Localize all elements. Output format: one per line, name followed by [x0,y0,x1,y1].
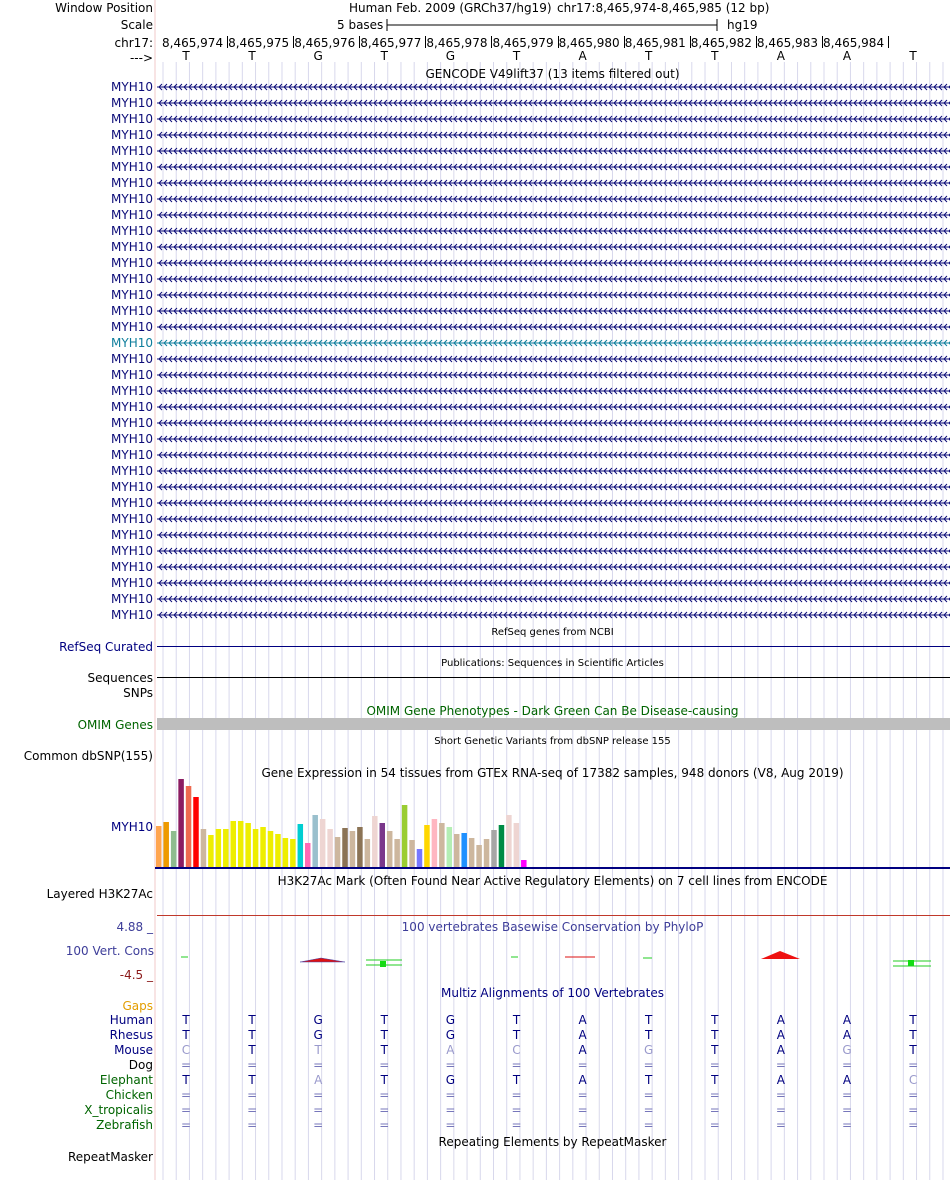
alignment-base: T [380,1028,388,1042]
gene-transcript-line[interactable] [157,543,950,559]
coordinate-label: 8,465,978 [426,36,488,50]
alignment-base: = [379,1058,390,1072]
gtex-expression-chart[interactable] [155,778,950,870]
gene-transcript-line[interactable] [157,351,950,367]
gtex-tissue-bar [342,828,348,867]
coordinate-label: 8,465,980 [558,36,620,50]
alignment-base: = [775,1058,786,1072]
coordinate-label: 8,465,983 [756,36,818,50]
gene-label-myh10[interactable]: MYH10 [111,592,153,606]
gene-label-myh10[interactable]: MYH10 [111,288,153,302]
omim-track-title[interactable]: OMIM Gene Phenotypes - Dark Green Can Be Disease-causing [366,704,739,718]
alignment-base: T [645,1028,653,1042]
alignment-base: = [247,1103,258,1117]
alignment-base: = [908,1088,919,1102]
alignment-base: = [577,1118,588,1132]
alignment-base: G [445,1028,456,1042]
coordinate-label: 8,465,976 [294,36,356,50]
species-label-zebrafish[interactable]: Zebrafish [96,1118,153,1132]
gtex-tissue-bar [380,823,386,867]
window-position-label: Window Position [55,1,153,15]
gtex-tissue-bar [312,815,318,867]
alignment-base: C [908,1073,918,1087]
species-label-elephant[interactable]: Elephant [99,1073,153,1087]
gtex-tissue-bar [372,816,378,867]
h3k27ac-label[interactable]: Layered H3K27Ac [46,887,153,901]
alignment-base: G [313,1028,323,1042]
species-label-dog[interactable]: Dog [128,1058,153,1072]
alignment-base: T [512,1028,521,1042]
alignment-base: A [578,1043,587,1057]
gtex-tissue-bar [365,839,371,867]
gtex-tissue-bar [305,843,311,867]
publications-label-sequences[interactable]: Sequences [87,671,153,685]
alignment-base: = [511,1103,522,1117]
omim-phenotype-bar[interactable] [157,718,950,730]
alignment-base: A [842,1013,852,1027]
h3k27ac-track-title[interactable]: H3K27Ac Mark (Often Found Near Active Regulatory Elements) on 7 cell lines from ENCODE [277,874,828,888]
gene-label-myh10[interactable]: MYH10 [111,352,153,366]
gene-label-myh10[interactable]: MYH10 [111,464,153,478]
gtex-tissue-bar [327,829,333,867]
alignment-base: G [313,1013,323,1027]
gtex-tissue-bar [268,831,274,867]
gtex-tissue-bar [484,839,490,867]
omim-label[interactable]: OMIM Genes [77,718,153,732]
gene-transcript-line[interactable] [157,511,950,527]
alignment-base: A [578,1028,587,1042]
gtex-tissue-bar [163,822,169,867]
gene-label-myh10[interactable]: MYH10 [111,400,153,414]
alignment-base: A [842,1073,852,1087]
base-letter: T [711,49,719,63]
gtex-tissue-bar [514,823,520,867]
base-letter: T [512,49,521,63]
alignment-base: C [512,1043,521,1057]
alignment-base: = [445,1118,456,1132]
gene-label-myh10[interactable]: MYH10 [111,480,153,494]
gtex-tissue-bar [216,829,222,867]
gene-transcript-line[interactable] [157,319,950,335]
gene-transcript-line[interactable] [157,367,950,383]
gencode-track-title[interactable]: GENCODE V49lift37 (13 items filtered out) [425,67,680,81]
gtex-tissue-bar [320,819,326,867]
coordinate-label: 8,465,982 [690,36,752,50]
gene-label-myh10[interactable]: MYH10 [111,304,153,318]
alignment-base: = [313,1058,324,1072]
coordinate-label: 8,465,981 [624,36,686,50]
coordinate-tick [888,36,889,48]
gtex-tissue-bar [491,830,497,867]
gene-label-myh10[interactable]: MYH10 [111,192,153,206]
repeatmasker-track-title[interactable]: Repeating Elements by RepeatMasker [438,1135,667,1149]
alignment-base: A [578,1013,587,1027]
alignment-base: T [711,1043,719,1057]
gene-transcript-line[interactable] [157,575,950,591]
alignment-base: = [908,1118,919,1132]
gene-transcript-line[interactable] [157,399,950,415]
gene-label-myh10[interactable]: MYH10 [111,80,153,94]
coordinate-label: 8,465,984 [823,36,885,50]
gtex-tissue-bar [439,823,445,867]
gene-transcript-line[interactable] [157,143,950,159]
alignment-base: = [445,1058,456,1072]
alignment-base: T [711,1073,719,1087]
gtex-tissue-bar [275,834,281,867]
alignment-base: = [577,1088,588,1102]
phylop-track-title[interactable]: 100 vertebrates Basewise Conservation by PhyloP [401,920,704,934]
gene-label-myh10[interactable]: MYH10 [111,96,153,110]
refseq-gene-line[interactable] [157,646,950,647]
gene-transcript-line[interactable] [157,335,950,351]
dbsnp-track-title[interactable]: Short Genetic Variants from dbSNP release 155 [434,736,671,747]
alignment-base: = [709,1088,720,1102]
gtex-tissue-bar [394,839,400,867]
gtex-tissue-bar [432,819,438,867]
gtex-tissue-bar [454,834,460,867]
alignment-base: G [445,1073,456,1087]
gtex-tissue-bar [350,831,356,867]
species-label-human[interactable]: Human [109,1013,153,1027]
alignment-base: = [643,1088,654,1102]
gene-label-myh10[interactable]: MYH10 [111,368,153,382]
gtex-tissue-bar [402,805,408,867]
gtex-label[interactable]: MYH10 [111,820,153,834]
alignment-base: = [841,1118,853,1132]
gene-label-myh10[interactable]: MYH10 [111,336,153,350]
alignment-base: T [711,1013,719,1027]
gtex-tissue-bar [521,860,527,867]
alignment-base: A [776,1028,785,1042]
gtex-tissue-bar [387,831,393,867]
gtex-tissue-bar [253,829,259,867]
gene-transcript-line[interactable] [157,415,950,431]
gene-transcript-line[interactable] [157,495,950,511]
alignment-base: = [247,1058,258,1072]
gene-label-myh10[interactable]: MYH10 [111,384,153,398]
gtex-tissue-bar [447,827,453,867]
alignment-base: T [182,1013,190,1027]
gene-transcript-line[interactable] [157,79,950,95]
publications-line[interactable] [157,677,950,678]
gtex-tissue-bar [231,821,237,867]
gene-label-myh10[interactable]: MYH10 [111,208,153,222]
alignment-base: G [644,1043,654,1057]
gtex-tissue-bar [499,825,505,867]
gene-transcript-line[interactable] [157,127,950,143]
alignment-base: = [313,1088,324,1102]
gene-label-myh10[interactable]: MYH10 [111,240,153,254]
gene-label-myh10[interactable]: MYH10 [111,128,153,142]
alignment-base: = [643,1058,654,1072]
phylop-mark-2 [300,958,345,962]
alignment-base: = [313,1103,324,1117]
gene-label-myh10[interactable]: MYH10 [111,432,153,446]
gene-label-myh10[interactable]: MYH10 [111,256,153,270]
alignment-base: G [445,1013,456,1027]
alignment-base: A [314,1073,323,1087]
gene-label-myh10[interactable]: MYH10 [111,544,153,558]
chrom-label: chr17: [114,36,153,50]
gene-transcript-line[interactable] [157,159,950,175]
alignment-base: = [511,1088,522,1102]
alignment-base: T [182,1028,190,1042]
gtex-tissue-bar [208,835,214,867]
gtex-tissue-bar [201,829,207,867]
alignment-base: A [776,1043,785,1057]
alignment-base: = [775,1118,786,1132]
base-letter: T [182,49,190,63]
gtex-tissue-bar [245,823,251,867]
base-letter: A [578,49,587,63]
strand-label[interactable]: ---> [129,51,153,65]
alignment-base: = [577,1058,588,1072]
gtex-tissue-bar [417,849,423,867]
alignment-base: T [512,1073,521,1087]
gene-transcript-line[interactable] [157,95,950,111]
db-text: hg19 [727,18,758,32]
alignment-base: = [841,1088,853,1102]
phylop-min-label: -4.5 _ [119,968,153,982]
alignment-base: = [180,1118,192,1132]
alignment-base: = [247,1088,258,1102]
gtex-tissue-bar [335,837,341,867]
gene-transcript-line[interactable] [157,591,950,607]
alignment-base: = [445,1088,456,1102]
gene-label-myh10[interactable]: MYH10 [111,496,153,510]
gtex-tissue-bar [238,821,244,867]
gaps-label[interactable]: Gaps [122,999,153,1013]
species-label-mouse[interactable]: Mouse [114,1043,153,1057]
phylop-mark-4 [380,961,386,967]
gene-label-myh10[interactable]: MYH10 [111,144,153,158]
gtex-tissue-bar [469,838,475,867]
gene-transcript-line[interactable] [157,111,950,127]
gene-transcript-line[interactable] [157,463,950,479]
alignment-base: = [247,1118,258,1132]
refseq-label[interactable]: RefSeq Curated [59,640,153,654]
alignment-base: = [709,1118,720,1132]
gene-label-myh10[interactable]: MYH10 [111,560,153,574]
gtex-tissue-bar [461,833,467,867]
coordinate-label: 8,465,979 [492,36,554,50]
alignment-base: = [445,1103,456,1117]
gene-transcript-line[interactable] [157,255,950,271]
gene-transcript-line[interactable] [157,207,950,223]
refseq-track-title[interactable]: RefSeq genes from NCBI [491,627,614,638]
alignment-base: T [380,1043,388,1057]
alignment-base: T [314,1043,322,1057]
gtex-tissue-bar [298,824,304,867]
base-letter: G [313,49,323,63]
gtex-tissue-bar [290,839,296,867]
gene-transcript-line[interactable] [157,479,950,495]
alignment-base: = [379,1118,390,1132]
gene-label-myh10[interactable]: MYH10 [111,272,153,286]
gene-label-myh10[interactable]: MYH10 [111,416,153,430]
gtex-tissue-bar [424,825,430,867]
alignment-base: = [643,1118,654,1132]
phylop-max-label: 4.88 _ [116,920,153,934]
alignment-base: A [578,1073,587,1087]
alignment-base: A [842,1028,852,1042]
alignment-base: T [909,1043,917,1057]
phylop-mark-9 [761,951,800,959]
phylop-mark-11 [908,960,914,966]
alignment-base: T [512,1013,521,1027]
scale-bar [386,17,721,33]
alignment-base: T [380,1073,388,1087]
gtex-tissue-bar [506,815,512,867]
gene-transcript-line[interactable] [157,527,950,543]
base-letter: T [380,49,388,63]
alignment-base: T [909,1013,917,1027]
gene-transcript-line[interactable] [157,287,950,303]
gene-transcript-line[interactable] [157,303,950,319]
scale-label: Scale [120,18,153,32]
gene-transcript-line[interactable] [157,191,950,207]
dbsnp-label[interactable]: Common dbSNP(155) [23,749,153,763]
alignment-base: = [379,1088,390,1102]
coordinate-label: 8,465,975 [228,36,290,50]
gene-transcript-line[interactable] [157,239,950,255]
alignment-base: = [577,1103,588,1117]
coordinate-label: 8,465,974 [162,36,224,50]
gtex-tissue-bar [193,797,199,867]
species-label-x_tropicalis[interactable]: X_tropicalis [84,1103,153,1117]
alignment-base: = [841,1103,853,1117]
alignment-base: = [709,1058,720,1072]
gtex-tissue-bar [223,829,229,867]
alignment-base: G [842,1043,852,1057]
gene-transcript-line[interactable] [157,223,950,239]
multiz-track-title[interactable]: Multiz Alignments of 100 Vertebrates [440,986,665,1000]
phylop-track-label[interactable]: 100 Vert. Cons [65,944,154,958]
assembly-title: Human Feb. 2009 (GRCh37/hg19) [349,1,552,15]
gene-label-myh10[interactable]: MYH10 [111,576,153,590]
alignment-base: T [380,1013,388,1027]
alignment-base: = [511,1058,522,1072]
h3k27ac-signal-line[interactable] [157,915,950,916]
alignment-base: = [709,1103,720,1117]
gtex-tissue-bar [186,786,192,867]
phylop-chart[interactable] [155,935,950,975]
alignment-base: A [776,1013,785,1027]
alignment-base: A [446,1043,455,1057]
gene-label-myh10[interactable]: MYH10 [111,448,153,462]
gtex-tissue-bar [357,827,363,867]
alignment-base: T [248,1073,256,1087]
alignment-base: T [645,1073,653,1087]
alignment-base: = [511,1118,522,1132]
alignment-base: T [645,1013,653,1027]
publications-track-title[interactable]: Publications: Sequences in Scientific Articles [441,658,664,669]
gene-label-myh10[interactable]: MYH10 [111,512,153,526]
alignment-base: = [775,1103,786,1117]
alignment-base: = [180,1088,192,1102]
gtex-tissue-bar [156,826,162,867]
coordinate-label: 8,465,977 [360,36,422,50]
gene-transcript-line[interactable] [157,271,950,287]
gene-transcript-line[interactable] [157,431,950,447]
alignment-base: = [775,1088,786,1102]
gene-transcript-line[interactable] [157,559,950,575]
base-letter: G [445,49,456,63]
alignment-base: = [908,1058,919,1072]
gene-transcript-line[interactable] [157,607,950,623]
alignment-base: T [909,1028,917,1042]
alignment-base: T [248,1043,256,1057]
gene-transcript-line[interactable] [157,175,950,191]
alignment-base: = [643,1103,654,1117]
alignment-base: = [908,1103,919,1117]
gtex-tissue-bar [260,827,266,867]
gtex-tissue-bar [476,845,482,867]
alignment-base: T [711,1028,719,1042]
alignment-base: T [182,1073,190,1087]
gtex-track-title[interactable]: Gene Expression in 54 tissues from GTEx RNA-seq of 17382 samples, 948 donors (V8, Aug 2019) [261,766,844,780]
species-label-chicken[interactable]: Chicken [105,1088,153,1102]
species-label-rhesus[interactable]: Rhesus [109,1028,153,1042]
gene-label-myh10[interactable]: MYH10 [111,224,153,238]
base-letter: T [645,49,653,63]
gene-label-myh10[interactable]: MYH10 [111,112,153,126]
alignment-base: = [313,1118,324,1132]
gene-label-myh10[interactable]: MYH10 [111,160,153,174]
alignment-base: = [180,1058,192,1072]
scale-text: 5 bases [337,18,384,32]
base-letter: T [909,49,917,63]
alignment-base: = [180,1103,192,1117]
base-letter: A [842,49,852,63]
alignment-base: A [776,1073,785,1087]
gtex-tissue-bar [171,831,177,867]
position-text: chr17:8,465,974-8,465,985 (12 bp) [557,1,770,15]
gene-transcript-line[interactable] [157,383,950,399]
gene-label-myh10[interactable]: MYH10 [111,176,153,190]
repeatmasker-label[interactable]: RepeatMasker [67,1150,153,1164]
gene-label-myh10[interactable]: MYH10 [111,320,153,334]
alignment-base: T [248,1013,256,1027]
base-letter: T [248,49,256,63]
alignment-base: C [181,1043,191,1057]
gene-label-myh10[interactable]: MYH10 [111,528,153,542]
gene-transcript-line[interactable] [157,447,950,463]
alignment-base: = [841,1058,853,1072]
gtex-tissue-bar [283,838,289,867]
gtex-tissue-bar [409,840,415,867]
base-letter: A [776,49,785,63]
alignment-base: T [248,1028,256,1042]
alignment-base: = [379,1103,390,1117]
gene-label-myh10[interactable]: MYH10 [111,608,153,622]
gtex-tissue-bar [178,779,184,867]
publications-label-snps[interactable]: SNPs [123,686,153,700]
